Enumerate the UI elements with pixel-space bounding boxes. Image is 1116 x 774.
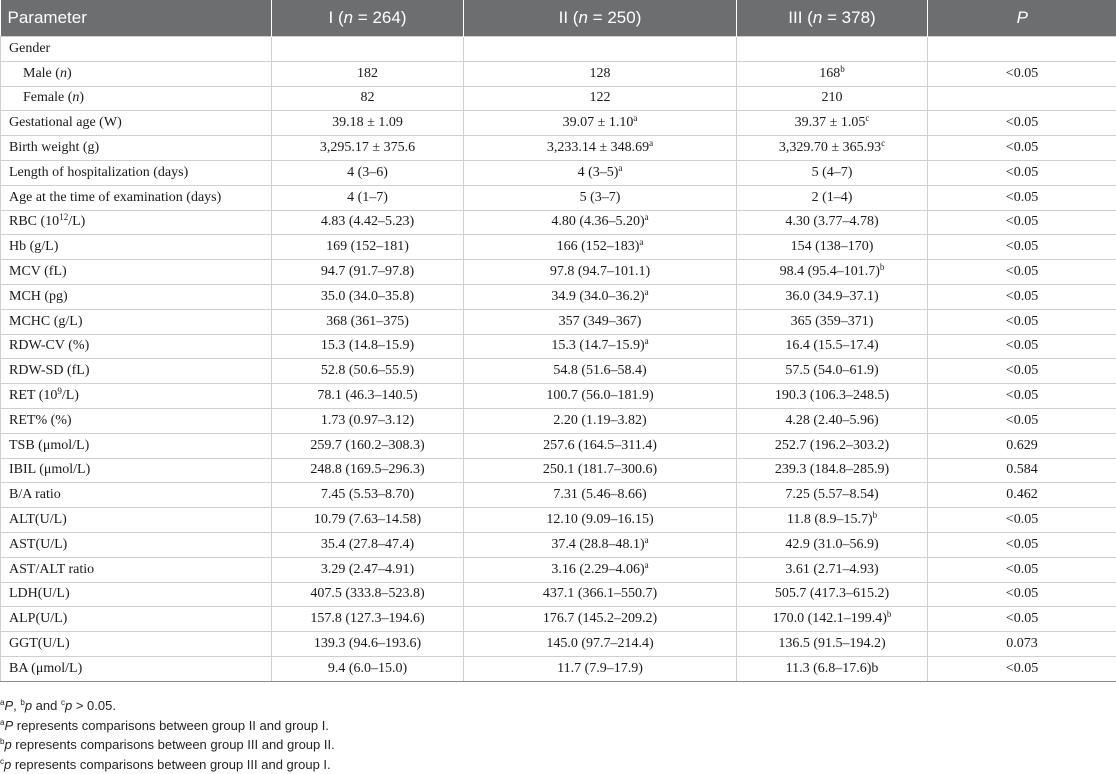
group-1-cell: 4.83 (4.42–5.23)	[272, 210, 464, 235]
parameter-cell: AST/ALT ratio	[1, 557, 272, 582]
group-1-cell: 82	[272, 86, 464, 111]
group-1-cell: 4 (1–7)	[272, 185, 464, 210]
p-value-cell: <0.05	[928, 210, 1116, 235]
parameter-cell: B/A ratio	[1, 483, 272, 508]
group-1-cell: 3,295.17 ± 375.6	[272, 136, 464, 161]
parameter-cell: RET% (%)	[1, 408, 272, 433]
group-2-cell: 97.8 (94.7–101.1)	[464, 260, 737, 285]
table-row	[1, 532, 1116, 557]
parameter-cell: Hb (g/L)	[1, 235, 272, 260]
group-1-cell: 52.8 (50.6–55.9)	[272, 359, 464, 384]
table-row	[1, 160, 1116, 185]
table-row	[1, 656, 1116, 681]
group-1-cell: 157.8 (127.3–194.6)	[272, 607, 464, 632]
group-1-cell: 94.7 (91.7–97.8)	[272, 260, 464, 285]
group-3-cell: 7.25 (5.57–8.54)	[737, 483, 928, 508]
p-value-cell: <0.05	[928, 532, 1116, 557]
parameter-cell: Female (n)	[1, 86, 272, 111]
header-group-3: III (n = 378)	[737, 0, 928, 37]
p-value-cell: 0.073	[928, 632, 1116, 657]
group-2-cell: 145.0 (97.7–214.4)	[464, 632, 737, 657]
parameter-cell: TSB (μmol/L)	[1, 433, 272, 458]
group-2-cell: 34.9 $(34.0-36.2)^a$	[464, 284, 737, 309]
group-3-cell: 16.4 (15.5–17.4)	[737, 334, 928, 359]
group-3-cell: 505.7 (417.3–615.2)	[737, 582, 928, 607]
table-body	[1, 37, 1116, 682]
group-1-cell: 4 (3–6)	[272, 160, 464, 185]
table-row	[1, 284, 1116, 309]
table-row	[1, 111, 1116, 136]
p-value-cell: <0.05	[928, 309, 1116, 334]
group-3-cell: 4.28 (2.40–5.96)	[737, 408, 928, 433]
group-1-cell: 39.18 ± 1.09	[272, 111, 464, 136]
group-2-cell: 54.8 (51.6–58.4)	[464, 359, 737, 384]
table-row	[1, 458, 1116, 483]
footnote-2: $^a$P represents comparisons between group II and group I.	[0, 717, 329, 733]
group-3-cell: 239.3 (184.8–285.9)	[737, 458, 928, 483]
group-3-cell: 4.30 (3.77–4.78)	[737, 210, 928, 235]
group-2-cell: 15.3 $(14.7-15.9)^a$	[464, 334, 737, 359]
group-1-cell: 15.3 (14.8–15.9)	[272, 334, 464, 359]
parameter-cell: Gestational age (W)	[1, 111, 272, 136]
group-2-cell: 250.1 (181.7–300.6)	[464, 458, 737, 483]
p-value-cell: <0.05	[928, 136, 1116, 161]
parameter-cell: RDW-CV (%)	[1, 334, 272, 359]
header-p-value: P	[928, 0, 1116, 37]
footnote-3: $^b$p represents comparisons between group III and group II.	[0, 737, 335, 752]
group-2-cell: 12.10 (9.09–16.15)	[464, 508, 737, 533]
group-1-cell: 139.3 (94.6–193.6)	[272, 632, 464, 657]
parameter-cell: Male (n)	[1, 61, 272, 86]
parameter-cell: Birth weight (g)	[1, 136, 272, 161]
parameter-cell: MCV (fL)	[1, 260, 272, 285]
group-3-cell: 11.8 $(8.9-15.7)^b$	[737, 508, 928, 533]
p-value-cell: <0.05	[928, 656, 1116, 681]
group-3-cell: 190.3 (106.3–248.5)	[737, 384, 928, 409]
p-value-cell: 0.629	[928, 433, 1116, 458]
group-2-cell: 437.1 (366.1–550.7)	[464, 582, 737, 607]
p-value-cell: <0.05	[928, 235, 1116, 260]
table-footnotes	[0, 696, 1110, 774]
table-row	[1, 309, 1116, 334]
group-2-cell: 3.16 $(2.29-4.06)^a$	[464, 557, 737, 582]
table-row	[1, 632, 1116, 657]
group-3-cell: 210	[737, 86, 928, 111]
group-3-cell: 5 (4–7)	[737, 160, 928, 185]
p-value-cell	[928, 86, 1116, 111]
parameter-cell: LDH(U/L)	[1, 582, 272, 607]
p-value-cell: <0.05	[928, 61, 1116, 86]
p-value-cell: <0.05	[928, 557, 1116, 582]
group-1-cell: 3.29 (2.47–4.91)	[272, 557, 464, 582]
p-value-cell: <0.05	[928, 111, 1116, 136]
footnote-1: $^a$P, $^b$p and $^c$p > 0.05.	[0, 698, 116, 713]
parameter-cell: RBC $(10^{12}/L)$	[1, 210, 272, 235]
parameter-cell: MCHC (g/L)	[1, 309, 272, 334]
group-3-cell: 39.37 ± 1.05$^c$	[737, 111, 928, 136]
table-row	[1, 260, 1116, 285]
group-2-cell: 5 (3–7)	[464, 185, 737, 210]
p-value-cell: <0.05	[928, 508, 1116, 533]
footnote-4: $^c$p represents comparisons between group III and group I.	[0, 756, 331, 772]
group-1-cell: 1.73 (0.97–3.12)	[272, 408, 464, 433]
group-2-cell: 128	[464, 61, 737, 86]
group-2-cell: 3,233.14 ± 348.69$^a$	[464, 136, 737, 161]
group-3-cell: 2 (1–4)	[737, 185, 928, 210]
parameter-cell: Length of hospitalization (days)	[1, 160, 272, 185]
p-value-cell: <0.05	[928, 384, 1116, 409]
group-1-cell: 78.1 (46.3–140.5)	[272, 384, 464, 409]
group-3-cell: 3,329.70 ± 365.93$^c$	[737, 136, 928, 161]
parameter-cell: Age at the time of examination (days)	[1, 185, 272, 210]
p-value-cell: <0.05	[928, 582, 1116, 607]
group-2-cell: 176.7 (145.2–209.2)	[464, 607, 737, 632]
group-3-cell	[737, 37, 928, 62]
p-value-cell: <0.05	[928, 334, 1116, 359]
table-row	[1, 582, 1116, 607]
parameter-cell: ALP(U/L)	[1, 607, 272, 632]
group-2-cell: 100.7 (56.0–181.9)	[464, 384, 737, 409]
table-row	[1, 235, 1116, 260]
p-value-cell: 0.584	[928, 458, 1116, 483]
group-2-cell: 4.80 $(4.36-5.20)^a$	[464, 210, 737, 235]
group-2-cell: 257.6 (164.5–311.4)	[464, 433, 737, 458]
group-1-cell: 259.7 (160.2–308.3)	[272, 433, 464, 458]
table-row	[1, 185, 1116, 210]
p-value-cell: <0.05	[928, 408, 1116, 433]
table-row	[1, 508, 1116, 533]
group-1-cell: 368 (361–375)	[272, 309, 464, 334]
group-1-cell: 248.8 (169.5–296.3)	[272, 458, 464, 483]
table-row	[1, 136, 1116, 161]
table-row	[1, 384, 1116, 409]
header-group-1: I (n = 264)	[272, 0, 464, 37]
p-value-cell	[928, 37, 1116, 62]
p-value-cell: 0.462	[928, 483, 1116, 508]
table-row	[1, 557, 1116, 582]
group-1-cell: 7.45 (5.53–8.70)	[272, 483, 464, 508]
group-1-cell: 182	[272, 61, 464, 86]
group-3-cell: 3.61 (2.71–4.93)	[737, 557, 928, 582]
group-2-cell: 122	[464, 86, 737, 111]
group-1-cell: 169 (152–181)	[272, 235, 464, 260]
group-2-cell: 39.07 ± 1.10$^a$	[464, 111, 737, 136]
group-2-cell	[464, 37, 737, 62]
table-row	[1, 607, 1116, 632]
parameter-cell: GGT(U/L)	[1, 632, 272, 657]
table-row	[1, 408, 1116, 433]
group-3-cell: 11.3 (6.8–17.6)b	[737, 656, 928, 681]
table-row	[1, 483, 1116, 508]
group-3-cell: 154 (138–170)	[737, 235, 928, 260]
parameter-cell: AST(U/L)	[1, 532, 272, 557]
table-row	[1, 210, 1116, 235]
table-row	[1, 37, 1116, 62]
group-2-cell: 357 (349–367)	[464, 309, 737, 334]
group-3-cell: 98.4 $(95.4-101.7)^b$	[737, 260, 928, 285]
group-2-cell: 4 $(3-5)^a$	[464, 160, 737, 185]
table-row	[1, 86, 1116, 111]
parameter-cell: RET $(10^9/L)$	[1, 384, 272, 409]
group-1-cell	[272, 37, 464, 62]
table-row	[1, 433, 1116, 458]
p-value-cell: <0.05	[928, 260, 1116, 285]
table-row	[1, 359, 1116, 384]
group-1-cell: 35.0 (34.0–35.8)	[272, 284, 464, 309]
group-2-cell: 7.31 (5.46–8.66)	[464, 483, 737, 508]
header-group-2: II (n = 250)	[464, 0, 737, 37]
parameter-cell: IBIL (μmol/L)	[1, 458, 272, 483]
group-1-cell: 10.79 (7.63–14.58)	[272, 508, 464, 533]
table-row	[1, 61, 1116, 86]
group-3-cell: 365 (359–371)	[737, 309, 928, 334]
group-1-cell: 9.4 (6.0–15.0)	[272, 656, 464, 681]
group-3-cell: 57.5 (54.0–61.9)	[737, 359, 928, 384]
table-row	[1, 334, 1116, 359]
group-3-cell: 136.5 (91.5–194.2)	[737, 632, 928, 657]
group-3-cell: 170.0 $(142.1-199.4)^b$	[737, 607, 928, 632]
group-1-cell: 35.4 (27.8–47.4)	[272, 532, 464, 557]
group-2-cell: 166 $(152-183)^a$	[464, 235, 737, 260]
header-parameter: Parameter	[1, 0, 272, 37]
p-value-cell: <0.05	[928, 160, 1116, 185]
p-value-cell: <0.05	[928, 185, 1116, 210]
group-2-cell: 11.7 (7.9–17.9)	[464, 656, 737, 681]
p-value-cell: <0.05	[928, 284, 1116, 309]
header-row	[1, 0, 1116, 37]
parameter-cell: BA (μmol/L)	[1, 656, 272, 681]
group-2-cell: 2.20 (1.19–3.82)	[464, 408, 737, 433]
group-1-cell: 407.5 (333.8–523.8)	[272, 582, 464, 607]
parameter-cell: Gender	[1, 37, 272, 62]
p-value-cell: <0.05	[928, 359, 1116, 384]
parameter-cell: ALT(U/L)	[1, 508, 272, 533]
group-2-cell: 37.4 $(28.8-48.1)^a$	[464, 532, 737, 557]
group-3-cell: 168$^b$	[737, 61, 928, 86]
group-3-cell: 36.0 (34.9–37.1)	[737, 284, 928, 309]
parameter-cell: RDW-SD (fL)	[1, 359, 272, 384]
p-value-cell: <0.05	[928, 607, 1116, 632]
parameter-cell: MCH (pg)	[1, 284, 272, 309]
group-3-cell: 42.9 (31.0–56.9)	[737, 532, 928, 557]
group-3-cell: 252.7 (196.2–303.2)	[737, 433, 928, 458]
